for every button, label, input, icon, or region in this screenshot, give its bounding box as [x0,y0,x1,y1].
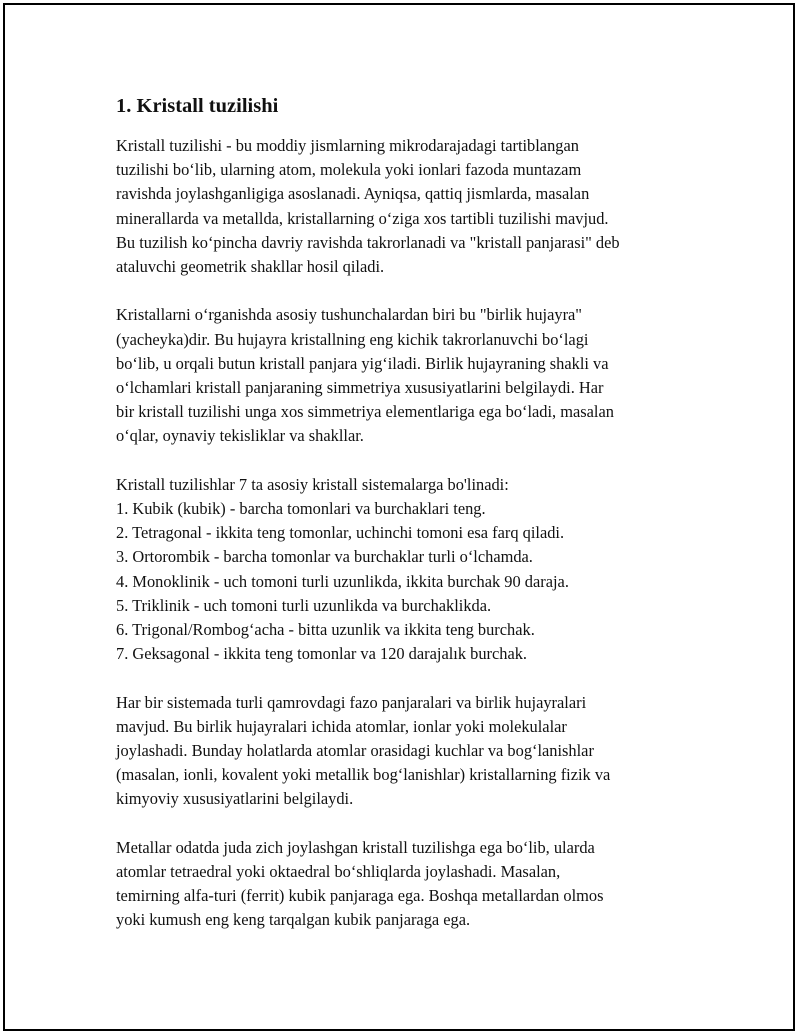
text-line: Kristallarni o‘rganishda asosiy tushunchalardan biri bu "birlik hujayra" [116,305,582,325]
text-line: o‘qlar, oynaviy tekisliklar va shakllar. [116,426,364,446]
text-line: 7. Geksagonal - ikkita teng tomonlar va 120 darajalık burchak. [116,644,528,664]
text-line: kimyoviy xususiyatlarini belgilaydi. [116,789,354,809]
paragraph [116,473,696,667]
paragraph-list [116,134,696,933]
text-line: Bu tuzilish ko‘pincha davriy ravishda takrorlanadi va "kristall panjarasi" deb [116,232,620,252]
text-line: 2. Tetragonal - ikkita teng tomonlar, uchinchi tomoni esa farq qiladi. [116,523,565,543]
paragraph [116,836,696,933]
text-line: temirning alfa-turi (ferrit) kubik panjaraga ega. Boshqa metallardan olmos [116,886,604,906]
text-line: tuzilishi bo‘lib, ularning atom, molekula yoki ionlari fazoda muntazam [116,160,582,180]
text-line: 6. Trigonal/Rombog‘acha - bitta uzunlik va ikkita teng burchak. [116,620,535,640]
document-body [116,92,696,933]
text-line: Metallar odatda juda zich joylashgan kristall tuzilishga ega bo‘lib, ularda [116,837,595,857]
text-line: (masalan, ionli, kovalent yoki metallik bog‘lanishlar) kristallarning fizik va [116,765,611,785]
text-line: yoki kumush eng keng tarqalgan kubik panjaraga ega. [116,910,471,930]
paragraph [116,134,696,279]
text-line: ravishda joylashganligiga asoslanadi. Ayniqsa, qattiq jismlarda, masalan [116,184,590,204]
text-line: Kristall tuzilishi - bu moddiy jismlarning mikrodarajadagi tartiblangan [116,136,579,155]
text-line: 4. Monoklinik - uch tomoni turli uzunlikda, ikkita burchak 90 daraja. [116,571,569,591]
paragraph [116,691,696,812]
text-line: Har bir sistemada turli qamrovdagi fazo panjaralari va birlik hujayralari [116,692,587,712]
text-line: Kristall tuzilishlar 7 ta asosiy kristall sistemalarga bo'linadi: [116,474,509,494]
text-line: bo‘lib, u orqali butun kristall panjara yig‘iladi. Birlik hujayraning shakli va [116,353,609,373]
text-line: 1. Kubik (kubik) - barcha tomonlari va burchaklari teng. [116,499,486,519]
text-line: 5. Triklinik - uch tomoni turli uzunlikda va burchaklikda. [116,595,492,615]
text-line: (yacheyka)dir. Bu hujayra kristallning eng kichik takrorlanuvchi bo‘lagi [116,329,589,349]
section-heading: 1. Kristall tuzilishi [116,95,279,117]
paragraph [116,303,696,448]
text-line: ataluvchi geometrik shakllar hosil qiladi. [116,257,385,277]
text-line: 3. Ortorombik - barcha tomonlar va burchaklar turli o‘lchamda. [116,547,533,567]
text-line: joylashadi. Bunday holatlarda atomlar orasidagi kuchlar va bog‘lanishlar [116,741,594,761]
text-line: bir kristall tuzilishi unga xos simmetriya elementlariga ega bo‘ladi, masalan [116,402,614,422]
text-line: minerallarda va metallda, kristallarning o‘ziga xos tartibli tuzilishi mavjud. [116,208,609,228]
text-line: mavjud. Bu birlik hujayralari ichida atomlar, ionlar yoki molekulalar [116,716,567,736]
text-line: atomlar tetraedral yoki oktaedral bo‘shliqlarda joylashadi. Masalan, [116,862,561,882]
text-line: o‘lchamlari kristall panjaraning simmetriya xususiyatlarini belgilaydi. Har [116,378,604,398]
